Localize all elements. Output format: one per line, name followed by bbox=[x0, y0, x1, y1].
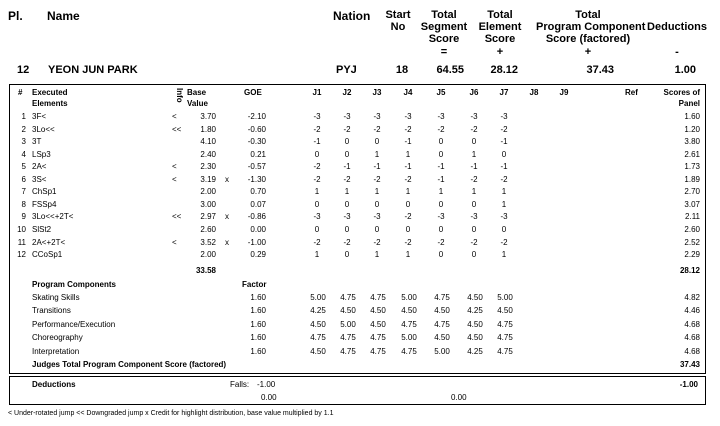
element-panel-score: 1.60 bbox=[684, 112, 700, 121]
deductions-sub1: 0.00 bbox=[261, 393, 277, 402]
components-total-score: 37.43 bbox=[679, 360, 700, 369]
element-number: 8 bbox=[21, 199, 26, 209]
col-goe: GOE bbox=[244, 88, 262, 97]
col-j1: J1 bbox=[312, 88, 322, 97]
component-panel-score: 4.68 bbox=[684, 346, 700, 356]
component-judge-score: 4.75 bbox=[401, 346, 417, 356]
header-start-no-2: No bbox=[390, 21, 406, 33]
element-judge-score: -3 bbox=[437, 112, 445, 121]
element-judge-score: -3 bbox=[437, 212, 445, 222]
falls-value: -1.00 bbox=[257, 380, 276, 389]
element-goe: -1.30 bbox=[247, 174, 266, 184]
element-name: FSSp4 bbox=[32, 199, 57, 209]
element-judge-score: -2 bbox=[343, 174, 351, 184]
element-goe: -2.10 bbox=[247, 112, 266, 121]
element-goe: 0.00 bbox=[250, 224, 266, 234]
element-judge-score: -2 bbox=[313, 174, 321, 184]
element-base-value: 3.00 bbox=[200, 199, 216, 209]
col-j7: J7 bbox=[499, 88, 509, 97]
element-judge-score: -3 bbox=[373, 212, 381, 222]
element-name: 3F< bbox=[32, 112, 47, 121]
element-judge-score: -3 bbox=[313, 212, 321, 222]
component-judge-score: 4.75 bbox=[370, 333, 386, 343]
element-judge-score: -2 bbox=[373, 237, 381, 247]
element-judge-score: -1 bbox=[373, 162, 381, 172]
header-name: Name bbox=[47, 9, 80, 23]
header-tss-3: Score bbox=[428, 33, 460, 45]
element-judge-score: 0 bbox=[405, 224, 411, 234]
component-judge-score: 4.50 bbox=[370, 306, 386, 316]
element-judge-score: -3 bbox=[313, 112, 321, 121]
header-pcs-1: Total bbox=[575, 9, 601, 21]
element-number: 1 bbox=[21, 112, 26, 121]
element-judge-score: -1 bbox=[470, 162, 478, 172]
component-judge-score: 5.00 bbox=[340, 319, 356, 329]
element-base-value: 3.70 bbox=[200, 112, 216, 121]
element-judge-score: 0 bbox=[405, 199, 411, 209]
component-name: Transitions bbox=[32, 306, 71, 316]
element-judge-score: -3 bbox=[470, 112, 478, 121]
element-judge-score: 1 bbox=[374, 250, 380, 260]
element-judge-score: 0 bbox=[471, 224, 477, 234]
element-judge-score: -1 bbox=[343, 162, 351, 172]
element-judge-score: -1 bbox=[404, 162, 412, 172]
element-goe: -1.00 bbox=[247, 237, 266, 247]
legend-text: < Under-rotated jump << Downgraded jump x Credit for highlight distribution, base value multiplied by 1.1 bbox=[8, 410, 334, 417]
element-judge-score: 1 bbox=[314, 250, 320, 260]
element-judge-score: 0 bbox=[344, 224, 350, 234]
col-j2: J2 bbox=[342, 88, 352, 97]
skater-tss: 64.55 bbox=[436, 64, 464, 76]
element-info: << bbox=[172, 212, 182, 222]
element-info: < bbox=[172, 174, 177, 184]
skater-start-no: 18 bbox=[395, 64, 409, 76]
element-judge-score: 1 bbox=[405, 187, 411, 197]
element-judge-score: -2 bbox=[437, 124, 445, 134]
element-judge-score: 0 bbox=[438, 250, 444, 260]
element-judge-score: 0 bbox=[471, 199, 477, 209]
element-goe: 0.07 bbox=[250, 199, 266, 209]
element-name: 3Lo<<+2T< bbox=[32, 212, 74, 222]
element-bonus-marker: x bbox=[225, 212, 229, 222]
element-judge-score: 0 bbox=[374, 199, 380, 209]
element-base-value: 2.00 bbox=[200, 187, 216, 197]
element-judge-score: -2 bbox=[373, 174, 381, 184]
element-base-value: 3.52 bbox=[200, 237, 216, 247]
element-judge-score: 1 bbox=[471, 187, 477, 197]
component-factor: 1.60 bbox=[250, 333, 266, 343]
element-info: < bbox=[172, 112, 177, 121]
element-judge-score: -3 bbox=[500, 112, 508, 121]
element-number: 5 bbox=[21, 162, 26, 172]
element-base-value: 2.40 bbox=[200, 149, 216, 159]
element-name: CCoSp1 bbox=[32, 250, 63, 260]
element-number: 6 bbox=[21, 174, 26, 184]
element-name: SlSt2 bbox=[32, 224, 52, 234]
component-judge-score: 4.75 bbox=[497, 333, 513, 343]
element-panel-score: 2.52 bbox=[684, 237, 700, 247]
element-name: 2A< bbox=[32, 162, 47, 172]
component-factor: 1.60 bbox=[250, 319, 266, 329]
element-number: 7 bbox=[21, 187, 26, 197]
element-judge-score: -3 bbox=[500, 212, 508, 222]
element-judge-score: 0 bbox=[344, 199, 350, 209]
element-name: 3S< bbox=[32, 174, 47, 184]
element-number: 2 bbox=[21, 124, 26, 134]
element-judge-score: 0 bbox=[314, 224, 320, 234]
skater-deductions: 1.00 bbox=[674, 64, 696, 76]
element-judge-score: -2 bbox=[470, 124, 478, 134]
element-base-value: 2.97 bbox=[200, 212, 216, 222]
element-judge-score: -2 bbox=[404, 174, 412, 184]
element-panel-score: 1.73 bbox=[684, 162, 700, 172]
element-number: 12 bbox=[17, 250, 26, 260]
element-judge-score: 0 bbox=[438, 199, 444, 209]
element-panel-score: 2.61 bbox=[684, 149, 700, 159]
element-panel-score: 2.29 bbox=[684, 250, 700, 260]
element-judge-score: 1 bbox=[501, 187, 507, 197]
element-judge-score: 0 bbox=[438, 137, 444, 147]
component-judge-score: 4.50 bbox=[434, 333, 450, 343]
element-goe: 0.70 bbox=[250, 187, 266, 197]
element-panel-score: 3.80 bbox=[684, 137, 700, 147]
element-goe: -0.86 bbox=[247, 212, 266, 222]
element-base-value: 1.80 bbox=[200, 124, 216, 134]
component-name: Skating Skills bbox=[32, 293, 80, 302]
element-judge-score: -2 bbox=[343, 237, 351, 247]
header-tes-3: Score bbox=[484, 33, 516, 45]
element-judge-score: -1 bbox=[500, 137, 508, 147]
col-base-2: Value bbox=[187, 99, 208, 108]
element-name: 2A<+2T< bbox=[32, 237, 66, 247]
component-judge-score: 4.75 bbox=[497, 319, 513, 329]
element-judge-score: -1 bbox=[404, 137, 412, 147]
element-judge-score: 0 bbox=[438, 149, 444, 159]
deductions-box bbox=[9, 376, 706, 405]
component-judge-score: 4.25 bbox=[310, 306, 326, 316]
element-judge-score: -2 bbox=[404, 124, 412, 134]
header-ded-1: Deductions bbox=[647, 21, 707, 33]
component-judge-score: 4.75 bbox=[434, 319, 450, 329]
header-pcs-3: Score (factored) bbox=[545, 33, 631, 45]
components-title: Program Components bbox=[32, 280, 117, 289]
element-judge-score: -2 bbox=[437, 237, 445, 247]
element-judge-score: 0 bbox=[438, 224, 444, 234]
component-judge-score: 4.75 bbox=[370, 346, 386, 356]
element-goe: -0.30 bbox=[247, 137, 266, 147]
deductions-total: -1.00 bbox=[679, 380, 698, 389]
element-judge-score: 0 bbox=[501, 149, 507, 159]
component-judge-score: 4.25 bbox=[467, 306, 483, 316]
component-judge-score: 4.50 bbox=[467, 293, 483, 302]
element-judge-score: 0 bbox=[501, 224, 507, 234]
element-name: ChSp1 bbox=[32, 187, 57, 197]
header-tes-4: + bbox=[496, 46, 504, 58]
component-judge-score: 4.75 bbox=[340, 346, 356, 356]
element-judge-score: -3 bbox=[373, 112, 381, 121]
header-start-no-1: Start bbox=[385, 9, 411, 21]
header-ded-4: - bbox=[675, 46, 679, 58]
component-judge-score: 4.50 bbox=[497, 306, 513, 316]
component-judge-score: 4.50 bbox=[467, 333, 483, 343]
element-judge-score: 1 bbox=[405, 250, 411, 260]
element-number: 4 bbox=[21, 149, 26, 159]
component-judge-score: 5.00 bbox=[401, 293, 417, 302]
component-judge-score: 4.75 bbox=[497, 346, 513, 356]
element-panel-score: 1.20 bbox=[684, 124, 700, 134]
component-judge-score: 4.75 bbox=[434, 293, 450, 302]
element-goe: 0.21 bbox=[250, 149, 266, 159]
component-judge-score: 4.50 bbox=[310, 319, 326, 329]
header-pcs-2: Program Component bbox=[536, 21, 646, 33]
element-base-value: 2.30 bbox=[200, 162, 216, 172]
component-judge-score: 5.00 bbox=[434, 346, 450, 356]
col-j5: J5 bbox=[436, 88, 446, 97]
component-factor: 1.60 bbox=[250, 346, 266, 356]
element-judge-score: 1 bbox=[344, 187, 350, 197]
element-judge-score: -1 bbox=[437, 162, 445, 172]
component-judge-score: 4.75 bbox=[340, 293, 356, 302]
deductions-sub2: 0.00 bbox=[451, 393, 467, 402]
element-judge-score: -2 bbox=[404, 237, 412, 247]
element-judge-score: -2 bbox=[313, 237, 321, 247]
element-judge-score: 1 bbox=[438, 187, 444, 197]
element-judge-score: 0 bbox=[344, 149, 350, 159]
element-judge-score: -2 bbox=[343, 124, 351, 134]
element-panel-score: 2.60 bbox=[684, 224, 700, 234]
component-judge-score: 4.50 bbox=[370, 319, 386, 329]
element-judge-score: 1 bbox=[374, 149, 380, 159]
component-judge-score: 5.00 bbox=[401, 333, 417, 343]
component-judge-score: 5.00 bbox=[497, 293, 513, 302]
col-j4: J4 bbox=[403, 88, 413, 97]
element-judge-score: -1 bbox=[500, 162, 508, 172]
component-judge-score: 4.50 bbox=[310, 346, 326, 356]
element-base-value: 2.00 bbox=[200, 250, 216, 260]
component-judge-score: 4.75 bbox=[401, 319, 417, 329]
component-judge-score: 4.25 bbox=[467, 346, 483, 356]
element-judge-score: -3 bbox=[470, 212, 478, 222]
col-j3: J3 bbox=[372, 88, 382, 97]
element-judge-score: 1 bbox=[471, 149, 477, 159]
element-bonus-marker: x bbox=[225, 174, 229, 184]
element-base-value: 4.10 bbox=[200, 137, 216, 147]
component-judge-score: 4.50 bbox=[401, 306, 417, 316]
components-factor-header: Factor bbox=[242, 280, 267, 289]
element-judge-score: 1 bbox=[501, 199, 507, 209]
deductions-label: Deductions bbox=[32, 380, 76, 389]
element-base-value: 2.60 bbox=[200, 224, 216, 234]
element-judge-score: 1 bbox=[501, 250, 507, 260]
element-goe: 0.29 bbox=[250, 250, 266, 260]
falls-label: Falls: bbox=[230, 380, 250, 389]
element-number: 9 bbox=[21, 212, 26, 222]
component-name: Interpretation bbox=[32, 346, 80, 356]
element-panel-score: 2.70 bbox=[684, 187, 700, 197]
element-base-value: 3.19 bbox=[200, 174, 216, 184]
component-judge-score: 4.50 bbox=[340, 306, 356, 316]
component-judge-score: 4.50 bbox=[467, 319, 483, 329]
header-pl: Pl. bbox=[8, 9, 23, 23]
component-panel-score: 4.46 bbox=[684, 306, 700, 316]
skater-pcs: 37.43 bbox=[586, 64, 614, 76]
element-info: << bbox=[172, 124, 182, 134]
element-judge-score: -2 bbox=[313, 124, 321, 134]
col-num: # bbox=[18, 88, 23, 97]
component-panel-score: 4.82 bbox=[684, 293, 700, 302]
skater-name: YEON JUN PARK bbox=[48, 64, 138, 76]
component-judge-score: 4.50 bbox=[434, 306, 450, 316]
element-judge-score: 0 bbox=[344, 137, 350, 147]
element-panel-score: 2.11 bbox=[685, 212, 700, 222]
element-panel-score: 1.89 bbox=[684, 174, 700, 184]
skater-nation: PYJ bbox=[336, 64, 357, 76]
element-judge-score: 0 bbox=[471, 137, 477, 147]
element-judge-score: 1 bbox=[374, 187, 380, 197]
element-judge-score: 0 bbox=[314, 199, 320, 209]
element-panel-score: 3.07 bbox=[684, 199, 700, 209]
element-judge-score: -2 bbox=[470, 174, 478, 184]
header-tss-2: Segment bbox=[420, 21, 468, 33]
element-number: 10 bbox=[17, 224, 26, 234]
element-judge-score: 1 bbox=[405, 149, 411, 159]
header-tes-1: Total bbox=[487, 9, 513, 21]
element-name: LSp3 bbox=[32, 149, 51, 159]
component-name: Choreography bbox=[32, 333, 83, 343]
element-judge-score: 0 bbox=[344, 250, 350, 260]
components-total-label: Judges Total Program Component Score (factored) bbox=[32, 360, 227, 369]
col-base-1: Base bbox=[187, 88, 207, 97]
element-name: 3T bbox=[32, 137, 42, 147]
element-judge-score: -2 bbox=[500, 237, 508, 247]
element-goe: -0.60 bbox=[247, 124, 266, 134]
component-panel-score: 4.68 bbox=[684, 319, 700, 329]
element-judge-score: -2 bbox=[313, 162, 321, 172]
element-judge-score: -3 bbox=[343, 112, 351, 121]
element-goe: -0.57 bbox=[247, 162, 266, 172]
header-tss-1: Total bbox=[431, 9, 457, 21]
element-judge-score: -2 bbox=[404, 212, 412, 222]
element-judge-score: 0 bbox=[374, 224, 380, 234]
element-judge-score: 0 bbox=[314, 149, 320, 159]
element-judge-score: -2 bbox=[373, 124, 381, 134]
elements-total-score: 28.12 bbox=[679, 266, 700, 275]
col-ref: Ref bbox=[625, 88, 638, 97]
element-judge-score: 1 bbox=[314, 187, 320, 197]
element-judge-score: 0 bbox=[374, 137, 380, 147]
col-info: Info bbox=[175, 88, 184, 103]
col-panel-1: Scores of bbox=[663, 88, 700, 97]
component-judge-score: 4.75 bbox=[340, 333, 356, 343]
component-judge-score: 4.75 bbox=[370, 293, 386, 302]
col-j6: J6 bbox=[469, 88, 479, 97]
element-judge-score: 0 bbox=[471, 250, 477, 260]
component-judge-score: 5.00 bbox=[310, 293, 326, 302]
element-judge-score: -1 bbox=[437, 174, 445, 184]
header-pcs-4: + bbox=[584, 46, 592, 58]
element-number: 3 bbox=[21, 137, 26, 147]
element-info: < bbox=[172, 162, 177, 172]
component-factor: 1.60 bbox=[250, 306, 266, 316]
col-executed-2: Elements bbox=[32, 99, 68, 108]
element-judge-score: -2 bbox=[470, 237, 478, 247]
elements-total-bv: 33.58 bbox=[195, 266, 216, 275]
element-judge-score: -3 bbox=[404, 112, 412, 121]
element-judge-score: -3 bbox=[343, 212, 351, 222]
element-judge-score: -2 bbox=[500, 124, 508, 134]
col-j9: J9 bbox=[559, 88, 569, 97]
element-bonus-marker: x bbox=[225, 237, 229, 247]
element-judge-score: -1 bbox=[313, 137, 321, 147]
component-judge-score: 4.75 bbox=[310, 333, 326, 343]
header-tss-4: = bbox=[440, 46, 448, 58]
element-info: < bbox=[172, 237, 177, 247]
component-name: Performance/Execution bbox=[32, 319, 116, 329]
col-j8: J8 bbox=[529, 88, 539, 97]
component-panel-score: 4.68 bbox=[684, 333, 700, 343]
element-name: 3Lo<< bbox=[32, 124, 55, 134]
skater-tes: 28.12 bbox=[490, 64, 518, 76]
component-factor: 1.60 bbox=[250, 293, 266, 302]
col-panel-2: Panel bbox=[678, 99, 700, 108]
header-nation: Nation bbox=[333, 9, 371, 23]
col-executed-1: Executed bbox=[32, 88, 68, 97]
element-judge-score: -2 bbox=[500, 174, 508, 184]
skater-place: 12 bbox=[17, 64, 30, 76]
header-tes-2: Element bbox=[478, 21, 522, 33]
element-number: 11 bbox=[17, 237, 26, 247]
